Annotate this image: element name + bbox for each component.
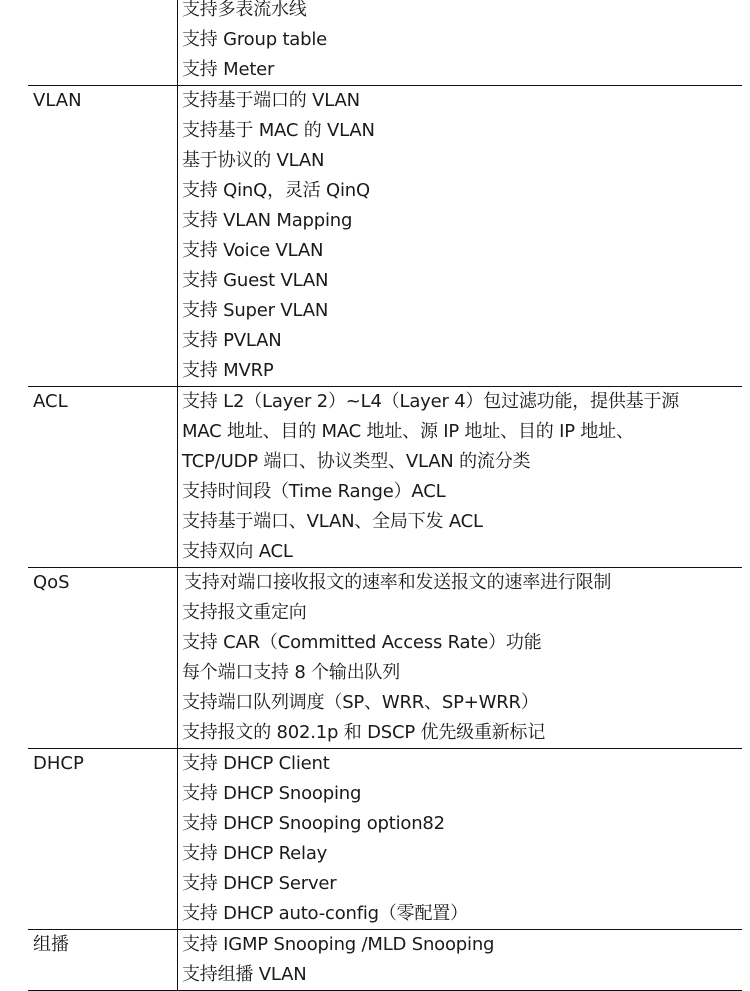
feature-item: 支持 DHCP Snooping (182, 783, 362, 804)
feature-item: 支持 PVLAN (182, 330, 282, 351)
table-row-continued (28, 0, 742, 86)
table-row-dhcp (28, 749, 742, 930)
feature-item: 支持基于端口的 VLAN (182, 90, 360, 111)
feature-item: 支持 CAR（Committed Access Rate）功能 (182, 632, 542, 653)
feature-item: 支持多表流水线 (182, 0, 307, 20)
features-cell (178, 0, 742, 85)
feature-item: 支持 VLAN Mapping (182, 210, 353, 231)
features-cell (178, 930, 742, 990)
feature-item: 支持基于 MAC 的 VLAN (182, 120, 375, 141)
feature-item: 支持 DHCP Client (182, 753, 330, 774)
feature-item: 基于协议的 VLAN (182, 150, 325, 171)
category-cell: ACL (28, 387, 178, 567)
feature-item: 支持 QinQ，灵活 QinQ (182, 180, 370, 201)
feature-item: 支持对端口接收报文的速率和发送报文的速率进行限制 (184, 572, 612, 593)
feature-item: 支持 Group table (182, 29, 328, 50)
feature-item: 支持 DHCP Server (182, 873, 337, 894)
feature-item: MAC 地址、目的 MAC 地址、源 IP 地址、目的 IP 地址、 (182, 421, 634, 442)
feature-item: TCP/UDP 端口、协议类型、VLAN 的流分类 (182, 451, 531, 472)
feature-item: 支持 L2（Layer 2）~L4（Layer 4）包过滤功能，提供基于源 (182, 391, 680, 412)
feature-item: 支持 MVRP (182, 360, 274, 381)
feature-item: 支持 DHCP Snooping option82 (182, 813, 445, 834)
table-row-acl (28, 387, 742, 568)
feature-item: 支持基于端口、VLAN、全局下发 ACL (182, 511, 483, 532)
features-cell (178, 749, 742, 929)
spec-table (28, 0, 742, 991)
feature-item: 支持时间段（Time Range）ACL (182, 481, 446, 502)
feature-item: 支持 Meter (182, 59, 275, 80)
feature-item: 支持组播 VLAN (182, 964, 307, 985)
category-cell: DHCP (28, 749, 178, 929)
feature-item: 支持 DHCP Relay (182, 843, 328, 864)
feature-item: 支持 Voice VLAN (182, 240, 324, 261)
feature-item: 支持报文的 802.1p 和 DSCP 优先级重新标记 (182, 722, 546, 743)
category-cell: QoS (28, 568, 178, 748)
table-row-qos (28, 568, 742, 749)
feature-item: 支持报文重定向 (182, 602, 307, 623)
feature-item: 支持端口队列调度（SP、WRR、SP+WRR） (182, 692, 539, 713)
table-row-- (28, 930, 742, 991)
feature-item: 支持 Super VLAN (182, 300, 329, 321)
feature-item: 支持 Guest VLAN (182, 270, 329, 291)
feature-item: 支持 DHCP auto-config（零配置） (182, 903, 468, 924)
features-cell (178, 86, 742, 386)
feature-item: 支持 IGMP Snooping /MLD Snooping (182, 934, 495, 955)
features-cell (178, 568, 742, 748)
feature-item: 每个端口支持 8 个输出队列 (182, 662, 401, 683)
category-cell: VLAN (28, 86, 178, 386)
category-cell: 组播 (28, 930, 178, 990)
table-row-vlan (28, 86, 742, 387)
feature-item: 支持双向 ACL (182, 541, 293, 562)
category-cell (28, 0, 178, 85)
features-cell (178, 387, 742, 567)
